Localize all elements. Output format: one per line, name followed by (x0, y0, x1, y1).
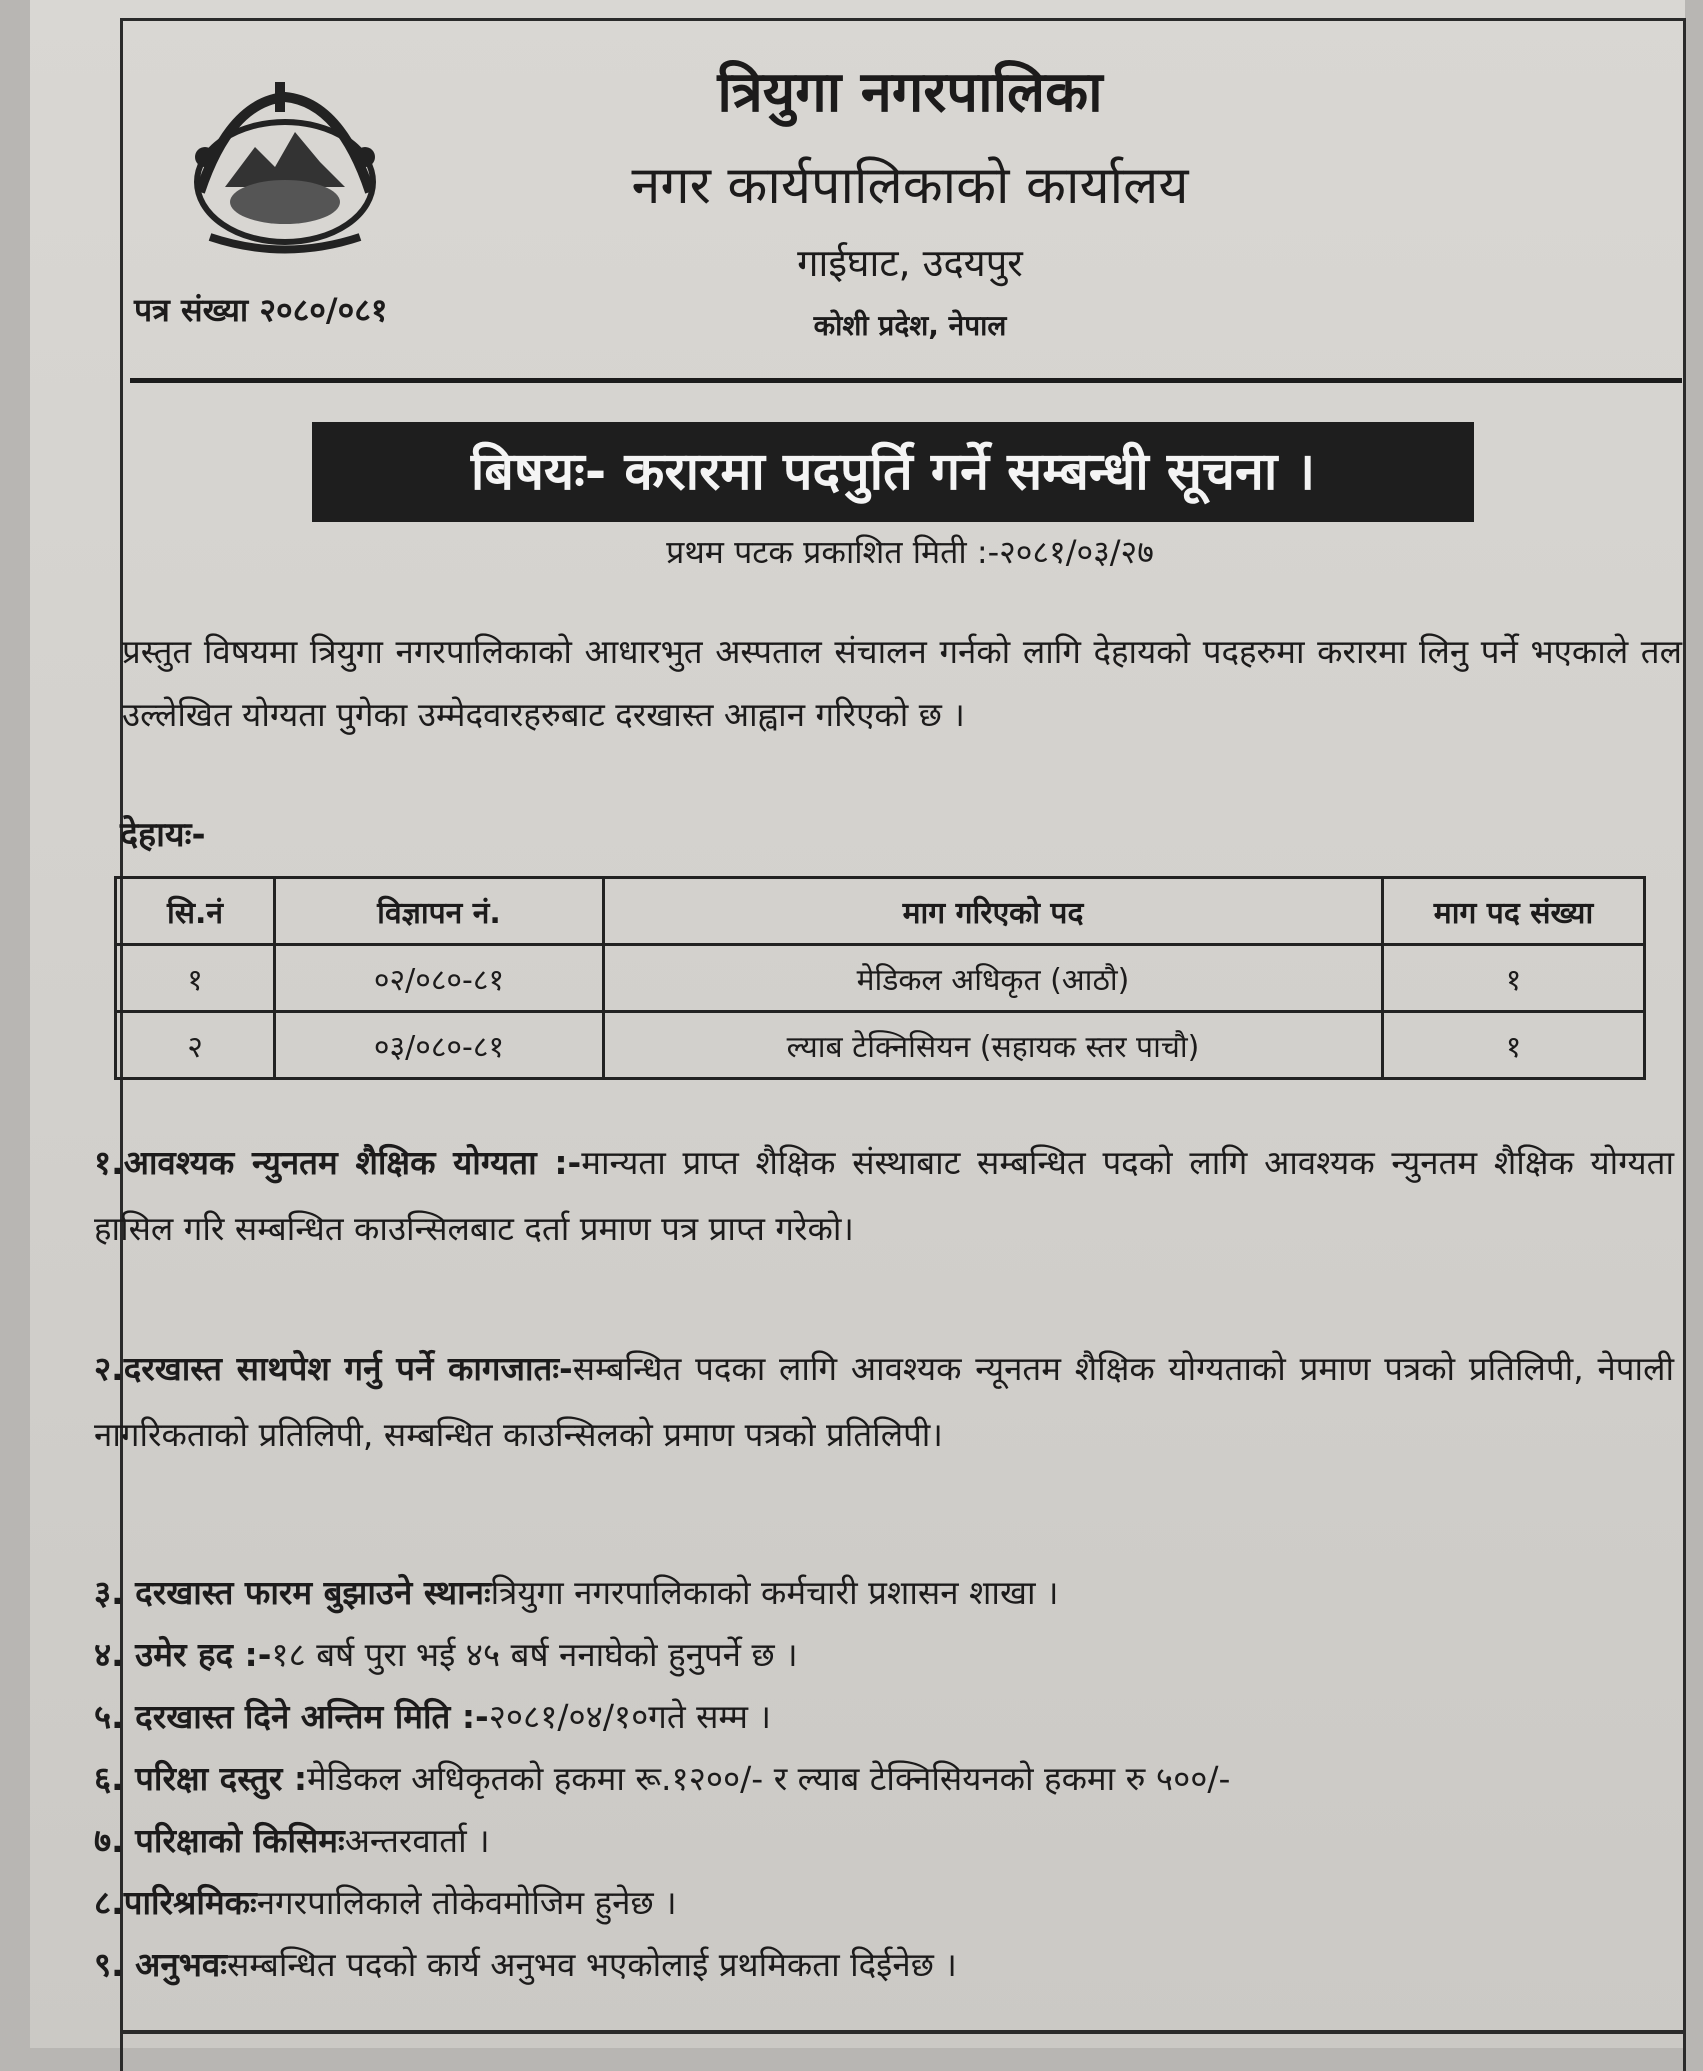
intro-paragraph: प्रस्तुत विषयमा त्रियुगा नगरपालिकाको आधारभुत अस्पताल संचालन गर्नको लागि देहायको पदहरुमा करारमा लिनु पर्ने भएकाले तल उल्लेखित योग्यता पुगेका उम्मेदवारहरुबाट दरखास्त आह्वान गरिएको छ । (122, 632, 1682, 734)
requirement-label: ६. परिक्षा दस्तुर : (94, 1759, 308, 1798)
bottom-rule (120, 2030, 1685, 2034)
requirement-text: मान्यता प्राप्त शैक्षिक संस्थाबाट सम्बन्धित पदको लागि आवश्यक न्युनतम शैक्षिक योग्यता हासिल गरि सम्बन्धित काउन्सिलबाट दर्ता प्रमाण पत्र प्राप्त गरेको। (94, 1143, 1675, 1248)
cell-serial: १ (116, 945, 275, 1012)
province-name: कोशी प्रदेश, नेपाल (813, 309, 1007, 342)
office-name: नगर कार्यपालिकाको कार्यालय (631, 156, 1189, 216)
requirement-text: मेडिकल अधिकृतको हकमा रू.१२००/- र ल्याब टेक्निसियनको हकमा रु ५००/- (307, 1759, 1231, 1798)
col-serial: सि.नं (116, 878, 275, 945)
requirement-label: ४. उमेर हद :- (94, 1635, 272, 1674)
requirement-text: नगरपालिकाले तोकेवमोजिम हुनेछ । (256, 1883, 677, 1922)
requirement-item-3 (94, 1560, 1674, 1626)
requirement-item-2 (94, 1336, 1674, 1468)
col-post: माग गरिएको पद (604, 878, 1383, 945)
requirement-label: ८.पारिश्रमिकः (94, 1883, 257, 1922)
requirement-item-7 (94, 1808, 1674, 1874)
table-header-row (116, 878, 1645, 945)
requirement-item-1 (94, 1130, 1674, 1262)
dehay-label: देहायः- (120, 815, 206, 855)
col-count: माग पद संख्या (1383, 878, 1645, 945)
requirement-text: त्रियुगा नगरपालिकाको कर्मचारी प्रशासन शाखा । (490, 1573, 1059, 1612)
nepal-emblem-icon (170, 62, 400, 262)
col-ad-number: विज्ञापन नं. (275, 878, 604, 945)
header-divider (130, 378, 1682, 383)
cell-serial: २ (116, 1012, 275, 1079)
requirement-text: अन्तरवार्ता । (344, 1821, 490, 1860)
requirement-text: सम्बन्धित पदको कार्य अनुभव भएकोलाई प्रथमिकता दिईनेछ । (226, 1945, 957, 1984)
table-row (116, 945, 1645, 1012)
table-row (116, 1012, 1645, 1079)
cell-post: मेडिकल अधिकृत (आठौ) (604, 945, 1383, 1012)
cell-count: १ (1383, 945, 1645, 1012)
requirement-label: ३. दरखास्त फारम बुझाउने स्थानः (94, 1573, 491, 1612)
requirement-label: १.आवश्यक न्युनतम शैक्षिक योग्यता :- (94, 1143, 582, 1182)
cell-ad-number: ०३/०८०-८१ (275, 1012, 604, 1079)
requirement-label: ७. परिक्षाको किसिमः (94, 1821, 345, 1860)
cell-post: ल्याब टेक्निसियन (सहायक स्तर पाचौ) (604, 1012, 1383, 1079)
requirement-text: सम्बन्धित पदका लागि आवश्यक न्यूनतम शैक्षिक योग्यताको प्रमाण पत्रको प्रतिलिपी, नेपाली नागरिकताको प्रतिलिपी, सम्बन्धित काउन्सिलको प्रमाण पत्रको प्रतिलिपी। (94, 1349, 1674, 1454)
letter-number: पत्र संख्या २०८०/०८१ (134, 291, 388, 329)
requirement-label: ५. दरखास्त दिने अन्तिम मिति :- (94, 1697, 489, 1736)
requirement-label: ९. अनुभवः (94, 1945, 227, 1984)
requirement-text: १८ बर्ष पुरा भई ४५ बर्ष ननाघेको हुनुपर्ने छ । (271, 1635, 798, 1674)
requirement-item-8 (94, 1870, 1674, 1936)
vacancy-table (114, 876, 1646, 1080)
municipality-name: त्रियुगा नगरपालिका (717, 60, 1103, 125)
requirement-text: २०८१/०४/१०गते सम्म । (488, 1697, 772, 1736)
requirement-item-4 (94, 1622, 1674, 1688)
cell-count: १ (1383, 1012, 1645, 1079)
requirement-item-9 (94, 1932, 1674, 1998)
requirement-item-6 (94, 1746, 1674, 1812)
requirement-item-5 (94, 1684, 1674, 1750)
subject-banner: बिषयः- करारमा पदपुर्ति गर्ने सम्बन्धी सूचना । (312, 422, 1474, 522)
publish-date: प्रथम पटक प्रकाशित मिती :-२०८१/०३/२७ (666, 533, 1154, 571)
requirement-label: २.दरखास्त साथपेश गर्नु पर्ने कागजातः- (94, 1349, 573, 1388)
cell-ad-number: ०२/०८०-८१ (275, 945, 604, 1012)
office-location: गाईघाट, उदयपुर (797, 241, 1023, 285)
notice-sheet (30, 0, 1685, 2048)
